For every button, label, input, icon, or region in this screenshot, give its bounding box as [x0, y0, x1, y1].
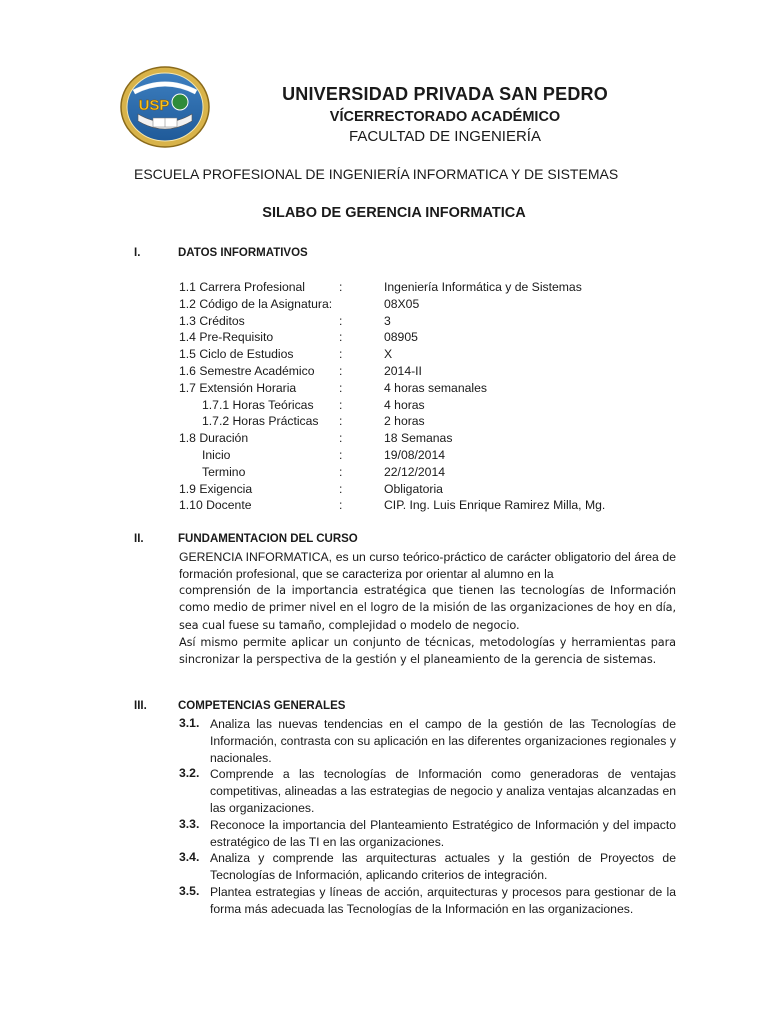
- datos-label: 1.2 Código de la Asignatura:: [179, 296, 333, 311]
- datos-row: [179, 346, 649, 363]
- datos-separator: :: [339, 414, 343, 429]
- datos-separator: :: [339, 280, 343, 294]
- datos-label: Inicio: [202, 447, 231, 462]
- datos-value: 08905: [384, 330, 418, 345]
- datos-label: 1.3 Créditos: [179, 313, 245, 328]
- datos-informativos-list: [179, 279, 649, 514]
- competencia-text: Plantea estrategias y líneas de acción, arquitecturas y procesos para gestionar de la forma más adecuada las Tecnologías de la Información en las organizaciones.: [210, 884, 676, 916]
- datos-value: CIP. Ing. Luis Enrique Ramirez Milla, Mg.: [384, 498, 606, 513]
- datos-value: 3: [384, 313, 391, 328]
- datos-label: 1.5 Ciclo de Estudios: [179, 347, 294, 362]
- competencia-item: [179, 766, 676, 816]
- section-fundamentacion-heading: [134, 533, 534, 549]
- datos-row: [179, 481, 649, 498]
- datos-row: [179, 313, 649, 330]
- fundamentacion-text: [179, 549, 676, 669]
- datos-row: [179, 447, 649, 464]
- datos-separator: :: [339, 464, 343, 479]
- competencia-text: Comprende a las tecnologías de Información como generadoras de ventajas competitivas, alineadas a las estrategias de negocio y analiza ventajas alcanzadas en las organizaciones.: [210, 767, 676, 815]
- datos-label: 1.8 Duración: [179, 431, 249, 446]
- datos-label: 1.6 Semestre Académico: [179, 363, 315, 378]
- school-heading: ESCUELA PROFESIONAL DE INGENIERÍA INFORMATICA Y DE SISTEMAS: [134, 166, 619, 182]
- competencia-number: 3.3.: [179, 816, 200, 831]
- competencia-number: 3.4.: [179, 850, 200, 865]
- competencia-text: Analiza las nuevas tendencias en el campo de la gestión de las Tecnologías de Información, contrasta con su aplicación en las diferentes organizaciones regionales y nacionales.: [210, 717, 676, 765]
- competencia-text: Analiza y comprende las arquitecturas actuales y la gestión de Proyectos de Tecnologías de Información, aplicando criterios de integración.: [210, 851, 676, 883]
- datos-value: 2 horas: [384, 414, 425, 429]
- section-competencias-heading: [134, 700, 534, 716]
- datos-separator: :: [339, 363, 343, 378]
- section-title: DATOS INFORMATIVOS: [178, 247, 308, 259]
- syllabus-title: SILABO DE GERENCIA INFORMATICA: [262, 205, 526, 221]
- section-number: III.: [134, 700, 147, 712]
- competencia-number: 3.1.: [179, 716, 200, 730]
- datos-separator: :: [339, 313, 343, 328]
- usp-university-crest-icon: [120, 66, 210, 148]
- datos-separator: :: [339, 347, 343, 362]
- datos-label: 1.7.2 Horas Prácticas: [202, 414, 319, 429]
- datos-row: [179, 279, 649, 296]
- datos-value: Obligatoria: [384, 481, 443, 496]
- faculty-heading: FACULTAD DE INGENIERÍA: [349, 128, 541, 145]
- datos-label: 1.4 Pre-Requisito: [179, 330, 274, 345]
- logo-text: USP: [138, 97, 170, 114]
- datos-row: [179, 413, 649, 430]
- competencias-list: [179, 716, 676, 918]
- datos-separator: :: [339, 481, 343, 496]
- datos-separator: :: [339, 498, 343, 513]
- datos-row: [179, 497, 649, 514]
- datos-label: Termino: [202, 464, 246, 479]
- vicerrectorado-heading: VÍCERRECTORADO ACADÉMICO: [329, 109, 561, 125]
- datos-separator: :: [339, 397, 343, 412]
- datos-label: 1.7 Extensión Horaria: [179, 380, 297, 395]
- datos-value: X: [384, 347, 393, 362]
- datos-value: 2014-II: [384, 363, 422, 378]
- datos-value: 4 horas semanales: [384, 380, 487, 395]
- competencia-item: [179, 817, 676, 851]
- section-title: COMPETENCIAS GENERALES: [178, 700, 346, 712]
- datos-row: [179, 380, 649, 397]
- datos-row: [179, 329, 649, 346]
- fundamentacion-paragraph: comprensión de la importancia estratégica que tienen las tecnologías de Información como medio de primer nivel en el logro de la misión de las organizaciones de hoy en día, sea cual fuese su tamaño, complejidad o modelo de negocio.: [179, 584, 676, 632]
- datos-separator: :: [339, 330, 343, 345]
- competencia-text: Reconoce la importancia del Planteamiento Estratégico de Información y del impacto estratégico de las TI en las organizaciones.: [210, 817, 676, 849]
- section-title: FUNDAMENTACION DEL CURSO: [178, 533, 358, 545]
- section-number: II.: [134, 533, 144, 545]
- competencia-item: [179, 716, 676, 766]
- fundamentacion-paragraph: GERENCIA INFORMATICA, es un curso teórico-práctico de carácter obligatorio del área de formación profesional, que se caracteriza por orientar al alumno en la: [179, 550, 676, 581]
- fundamentacion-paragraph: Así mismo permite aplicar un conjunto de técnicas, metodologías y herramientas para sincronizar la perspectiva de la gestión y el planeamiento de la gerencia de sistemas.: [179, 636, 676, 667]
- datos-label: 1.1 Carrera Profesional: [179, 280, 305, 294]
- datos-separator: :: [339, 431, 343, 446]
- datos-label: 1.9 Exigencia: [179, 481, 253, 496]
- competencia-number: 3.2.: [179, 766, 200, 781]
- datos-row: [179, 464, 649, 481]
- datos-separator: :: [339, 447, 343, 462]
- datos-separator: :: [339, 380, 343, 395]
- datos-value: 22/12/2014: [384, 464, 445, 479]
- datos-row: [179, 430, 649, 447]
- datos-value: 19/08/2014: [384, 447, 445, 462]
- datos-value: 4 horas: [384, 397, 425, 412]
- datos-value: Ingeniería Informática y de Sistemas: [384, 280, 582, 294]
- datos-row: [179, 296, 649, 313]
- competencia-number: 3.5.: [179, 883, 200, 898]
- datos-row: [179, 363, 649, 380]
- datos-row: [179, 397, 649, 414]
- datos-value: 18 Semanas: [384, 431, 453, 446]
- competencia-item: [179, 884, 676, 918]
- competencia-item: [179, 850, 676, 884]
- section-number: I.: [134, 247, 141, 259]
- datos-value: 08X05: [384, 296, 420, 311]
- university-name: UNIVERSIDAD PRIVADA SAN PEDRO: [282, 84, 608, 104]
- datos-label: 1.10 Docente: [179, 498, 252, 513]
- datos-label: 1.7.1 Horas Teóricas: [202, 397, 314, 412]
- section-datos-heading: [134, 247, 534, 263]
